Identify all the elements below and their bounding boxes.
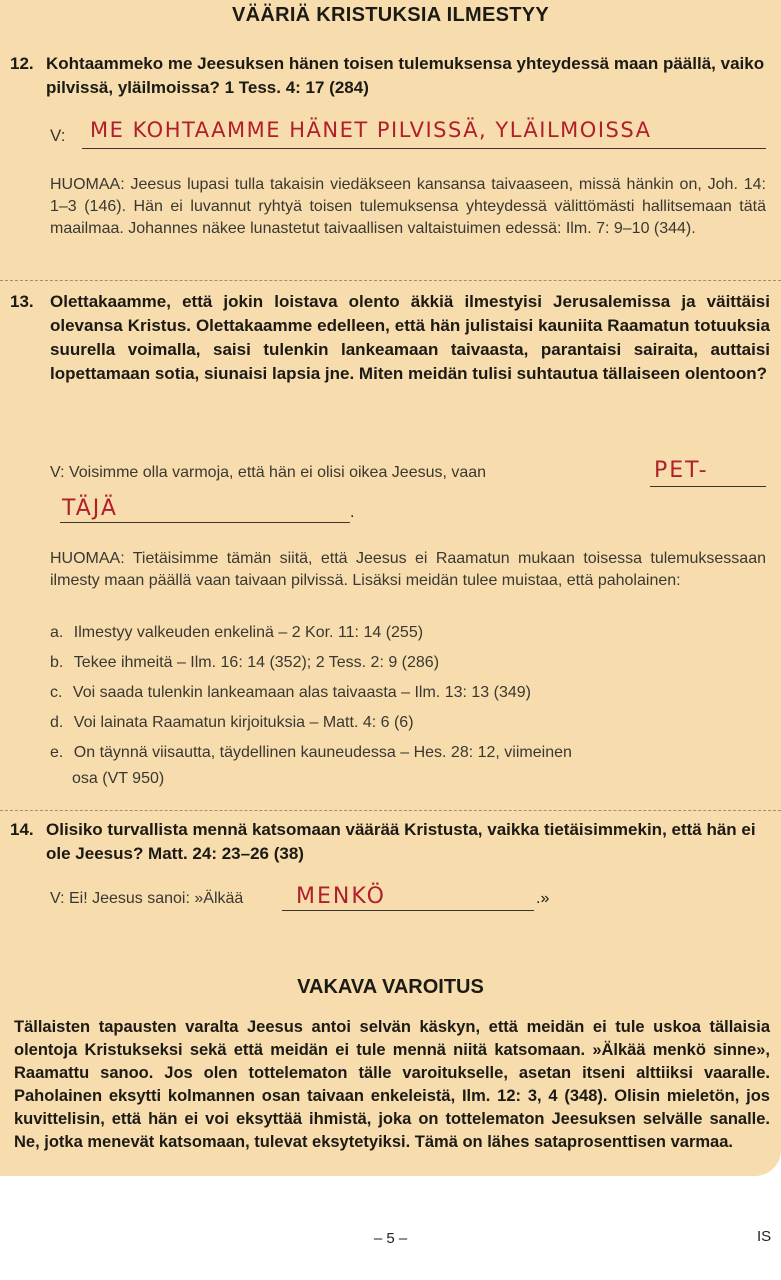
warning-title: VAKAVA VAROITUS <box>297 976 484 998</box>
page-code: IS <box>757 1228 772 1245</box>
warning-text: Tällaisten tapausten varalta Jeesus antoi selvän käskyn, että meidän ei tule uskoa tällaisia olentoja Kristukseksi sekä että meidän ei tule mennä niitä katsomaan. »Älkää menkö sinne», Raamattu sanoo. Jos olen tottelematon tälle varoitukselle, asetan itseni alttiiksi vaaralle. Paholainen eksytti kolmannen osan taivaan enkeleistä, Ilm. 12: 3, 4 (348). Olisin mieletön, jos kuvittelisin, että hän ei voi eksyttää ihmistä, joka on tottelematon Jeesuksen selvälle sanalle. Ne, jotka menevät katsomaan, tulevat eksytetyiksi. Tämä on lähes sataprosenttisen varmaa. <box>14 1018 770 1151</box>
question-number: 12. <box>10 54 34 73</box>
list-item <box>72 768 164 790</box>
answer-end: .» <box>536 890 550 907</box>
list-text: Ilmestyy valkeuden enkelinä – 2 Kor. 11: 14 (255) <box>73 624 424 641</box>
answer-line <box>82 148 766 149</box>
handwritten-answer[interactable]: MENKÖ <box>296 884 386 909</box>
page-number: – 5 – <box>373 1230 408 1247</box>
answer-prefix: V: Ei! Jeesus sanoi: »Älkää <box>50 890 244 907</box>
question-12 <box>10 52 770 100</box>
list-text: Voi saada tulenkin lankeamaan alas taivaasta – Ilm. 13: 13 (349) <box>72 684 531 701</box>
list-item <box>50 652 439 674</box>
list-label: b. <box>50 654 64 671</box>
answer-13-line-1 <box>50 458 766 492</box>
answer-prefix: V: Voisimme olla varmoja, että hän ei olisi oikea Jeesus, vaan <box>50 464 487 481</box>
answer-line <box>282 910 534 911</box>
list-label: d. <box>50 714 64 731</box>
answer-13-line-2 <box>50 496 766 530</box>
question-14 <box>10 818 770 866</box>
page-title: VÄÄRIÄ KRISTUKSIA ILMESTYY <box>231 4 550 26</box>
list-label: e. <box>50 744 64 761</box>
answer-prefix: V: <box>50 126 66 145</box>
list-text: Voi lainata Raamatun kirjoituksia – Matt. 4: 6 (6) <box>73 714 414 731</box>
list-label: a. <box>50 624 64 641</box>
handwritten-answer[interactable]: TÄJÄ <box>62 496 118 521</box>
question-text: Olettakaamme, että jokin loistava olento äkkiä ilmestyisi Jerusalemissa ja väittäisi olevansa Kristus. Olettakaamme edelleen, että hän julistaisi kauniita Raamatun totuuksia suurella voimalla, saisi tulenkin lankeamaan taivaasta, parantaisi sairaita, auttaisi lopettamaan sotia, siunaisi lapsia jne. Miten meidän tulisi suhtautua tällaiseen olentoon? <box>50 292 770 383</box>
list-item <box>50 742 572 764</box>
answer-end: . <box>350 504 355 521</box>
question-13 <box>10 290 770 386</box>
list-text: Tekee ihmeitä – Ilm. 16: 14 (352); 2 Tess. 2: 9 (286) <box>73 654 440 671</box>
handwritten-answer[interactable]: PET- <box>654 458 709 483</box>
note-13: HUOMAA: Tietäisimme tämän siitä, että Jeesus ei Raamatun mukaan toisessa tulemuksessaan ilmesty maan päällä vaan taivaan pilvissä. Lisäksi meidän tulee muistaa, että paholainen: <box>50 550 766 589</box>
list-item <box>50 712 414 734</box>
list-text: osa (VT 950) <box>72 770 165 787</box>
handwritten-answer[interactable]: ME KOHTAAMME HÄNET PILVISSÄ, YLÄILMOISSA <box>90 118 652 142</box>
note-12: HUOMAA: Jeesus lupasi tulla takaisin viedäkseen kansansa taivaaseen, missä hänkin on, Joh. 14: 1–3 (146). Hän ei luvannut ryhtyä toisen tulemuksensa yhteydessä välittömästi hallitsemaan tätä maailmaa. Johannes näkee lunastetut taivaallisen valtaistuimen edessä: Ilm. 7: 9–10 (344). <box>50 176 766 237</box>
divider <box>0 810 781 811</box>
list-label: c. <box>50 684 63 701</box>
question-text: Olisiko turvallista mennä katsomaan väärää Kristusta, vaikka tietäisimmekin, että hän ei ole Jeesus? Matt. 24: 23–26 (38) <box>46 820 756 863</box>
answer-12 <box>50 118 766 152</box>
answer-line <box>650 486 766 487</box>
list-item <box>50 622 423 644</box>
question-number: 13. <box>10 292 34 311</box>
list-text: On täynnä viisautta, täydellinen kauneudessa – Hes. 28: 12, viimeinen <box>73 744 572 761</box>
divider <box>0 280 781 281</box>
question-number: 14. <box>10 820 34 839</box>
list-item <box>50 682 531 704</box>
answer-line <box>60 522 350 523</box>
question-text: Kohtaammeko me Jeesuksen hänen toisen tulemuksensa yhteydessä maan päällä, vaiko pilvissä, yläilmoissa? 1 Tess. 4: 17 (284) <box>46 54 765 97</box>
answer-14 <box>50 884 766 918</box>
